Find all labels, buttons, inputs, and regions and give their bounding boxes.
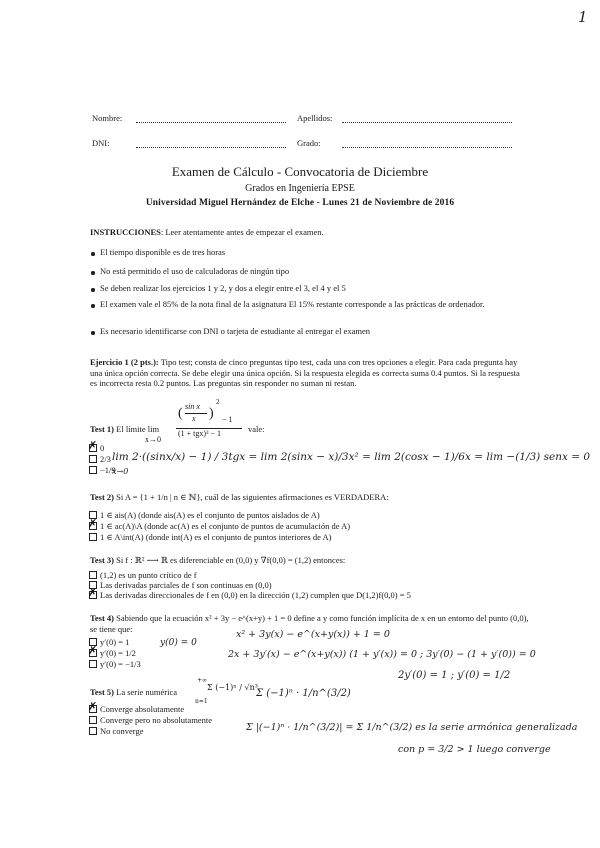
checkbox-marked[interactable] [89, 649, 97, 657]
exercise1-statement [90, 357, 526, 389]
instruction-item: Se deben realizar los ejercicios 1 y 2, y dos a elegir entre el 3, el 4 y el 5 [100, 283, 346, 293]
option-row[interactable] [89, 726, 144, 737]
checkbox-marked[interactable] [89, 705, 97, 713]
checkbox[interactable] [89, 716, 97, 724]
page-number: 1 [578, 8, 588, 26]
checkbox[interactable] [89, 533, 97, 541]
limit-subscript: x→0 [145, 435, 161, 444]
option-label: Converge absolutamente [100, 704, 185, 714]
option-row[interactable] [89, 521, 350, 532]
option-label: −1/9 [100, 465, 116, 475]
handwritten-note: con p = 3/2 > 1 luego converge [398, 744, 551, 755]
test3-text: Si f : ℝ² ⟶ ℝ es diferenciable en (0,0) y ∇f(0,0) = (1,2) entonces: [116, 555, 346, 565]
test-label: Test 3) [90, 555, 115, 565]
handwritten-note: y(0) = 0 [160, 638, 197, 648]
denominator: (1 + tgx)³ − 1 [178, 429, 221, 438]
checkbox[interactable] [89, 571, 97, 579]
apellidos-label: Apellidos: [297, 113, 333, 123]
option-label: 1 ∈ A\int(A) (donde int(A) es el conjunto de puntos interiores de A) [100, 532, 332, 542]
option-row[interactable] [89, 443, 104, 454]
checkbox-marked[interactable] [89, 522, 97, 530]
instruction-item: No está permitido el uso de calculadoras de ningún tipo [100, 266, 290, 276]
exercise1-label: Ejercicio 1 (2 pts.): [90, 357, 159, 367]
handwritten-limit-sub: x→0 [112, 467, 129, 476]
option-label: 1 ∈ ais(A) (donde ais(A) es el conjunto de puntos aislados de A) [100, 510, 320, 520]
option-row[interactable] [89, 659, 141, 670]
dni-field[interactable] [136, 147, 286, 148]
instruction-item: El examen vale el 85% de la nota final de la asignatura El 15% restante corresponde a las prácticas de ordenador. [100, 299, 485, 309]
test2-text: Si A = {1 + 1/n | n ∈ ℕ}, cuál de las siguientes afirmaciones es VERDADERA: [116, 492, 389, 502]
test-label: Test 1) [90, 424, 115, 434]
bullet-icon [91, 288, 95, 292]
test5-prefix: La serie numérica [116, 687, 178, 697]
sum-bottom: n=1 [195, 698, 208, 705]
option-row[interactable] [89, 454, 111, 465]
option-row[interactable] [89, 704, 184, 715]
test-label: Test 2) [90, 492, 115, 502]
num-minus-one: − 1 [222, 415, 233, 424]
grado-field[interactable] [342, 147, 512, 148]
nombre-field[interactable] [136, 122, 286, 123]
option-row[interactable] [89, 510, 320, 521]
grado-label: Grado: [297, 138, 321, 148]
handwritten-note: Σ (−1)ⁿ · 1/n^(3/2) [256, 688, 351, 699]
num-bottom: x [192, 414, 196, 423]
bullet-icon [91, 271, 95, 275]
option-row[interactable] [89, 648, 136, 659]
option-row[interactable] [89, 715, 212, 726]
handwritten-note: x² + 3y(x) − e^(x+y(x)) + 1 = 0 [236, 629, 390, 640]
num-exponent: 2 [216, 398, 220, 406]
exercise1-text: Tipo test; consta de cinco preguntas tipo test, cada una con tres opciones a elegir. Para cada pregunta hay una única opción correcta. Se debe elegir una única opción. Si la respuesta elegida es correcta suma 0.4 puntos. Si la respuesta es incorrecta resta 0.2 puntos. Las preguntas sin responder no suman ni restan. [90, 357, 520, 388]
test3-question [90, 555, 345, 566]
instruction-item: El tiempo disponible es de tres horas [100, 247, 226, 257]
checkbox-marked[interactable] [89, 444, 97, 452]
test-label: Test 4) [90, 613, 115, 623]
checkbox[interactable] [89, 660, 97, 668]
checkbox-marked[interactable] [89, 591, 97, 599]
option-label: (1,2) es un punto crítico de f [100, 570, 197, 580]
apellidos-field[interactable] [342, 122, 512, 123]
handwritten-note: 2x + 3y′(x) − e^(x+y(x)) (1 + y′(x)) = 0 ; 3y′(0) − (1 + y′(0)) = 0 [228, 649, 536, 660]
checkbox[interactable] [89, 455, 97, 463]
nombre-label: Nombre: [92, 113, 123, 123]
handwritten-note: 2y′(0) = 1 ; y′(0) = 1/2 [398, 670, 511, 681]
test1-question [90, 424, 159, 435]
option-label: 2/3 [100, 454, 111, 464]
limit-fraction: ( sin x x ) 2 − 1 (1 + tgx)³ − 1 [176, 398, 256, 440]
option-label: 0 [100, 443, 105, 453]
option-row[interactable] [89, 532, 332, 543]
sum-top: +∞ [197, 677, 208, 684]
option-label: 1 ∈ ac(A)\A (donde ac(A) es el conjunto de puntos de acumulación de A) [100, 521, 351, 531]
instructions-heading [90, 227, 324, 238]
handwritten-note: Σ |(−1)ⁿ · 1/n^(3/2)| = Σ 1/n^(3/2) es la serie armónica generalizada [246, 722, 578, 733]
option-label: y′(0) = −1/3 [100, 659, 141, 669]
test2-question [90, 492, 389, 503]
university-line: Universidad Miguel Hernández de Elche - Lunes 21 de Noviembre de 2016 [145, 198, 455, 208]
option-label: Las derivadas parciales de f son continuas en (0,0) [100, 580, 272, 590]
checkbox[interactable] [89, 466, 97, 474]
test5-question [90, 687, 177, 698]
test1-prefix: El límite lim [116, 424, 160, 434]
instruction-item: Es necesario identificarse con DNI o tarjeta de estudiante al entregar el examen [100, 326, 370, 336]
checkbox[interactable] [89, 727, 97, 735]
bullet-icon [91, 304, 95, 308]
option-label: y′(0) = 1/2 [100, 648, 136, 658]
option-label: No converge [100, 726, 144, 736]
instructions-text: : Leer atentamente antes de empezar el examen. [160, 227, 324, 237]
num-top: sin x [185, 402, 200, 411]
dni-label: DNI: [92, 138, 110, 148]
exam-title: Examen de Cálculo - Convocatoria de Diciembre [171, 164, 429, 179]
handwritten-work-test1: lim 2·((sinx/x) − 1) / 3tgx = lim 2(sinx − x)/3x² = lim 2(cosx − 1)/6x = lim −(1/3) senx = 0 [112, 451, 591, 463]
test4-text: Sabiendo que la ecuación x² + 3y − e^(x+y) + 1 = 0 define a y como función implícita de x en un entorno del punto (0,0), se tiene que: [90, 613, 529, 634]
bullet-icon [91, 252, 95, 256]
exam-subtitle: Grados en Ingeniería EPSE [245, 183, 355, 194]
instructions-label: INSTRUCCIONES [90, 227, 161, 237]
option-label: y′(0) = 1 [100, 637, 130, 647]
option-row[interactable] [89, 590, 411, 601]
series-formula: Σ (−1)ⁿ / √n³ [207, 683, 258, 692]
test-label: Test 5) [90, 687, 115, 697]
option-label: Las derivadas direccionales de f en (0,0) en la dirección (1,2) cumplen que D(1,2)f(0,0) = 5 [100, 590, 411, 600]
bullet-icon [91, 331, 95, 335]
option-label: Converge pero no absolutamente [100, 715, 212, 725]
test1-suffix: vale: [248, 424, 265, 434]
